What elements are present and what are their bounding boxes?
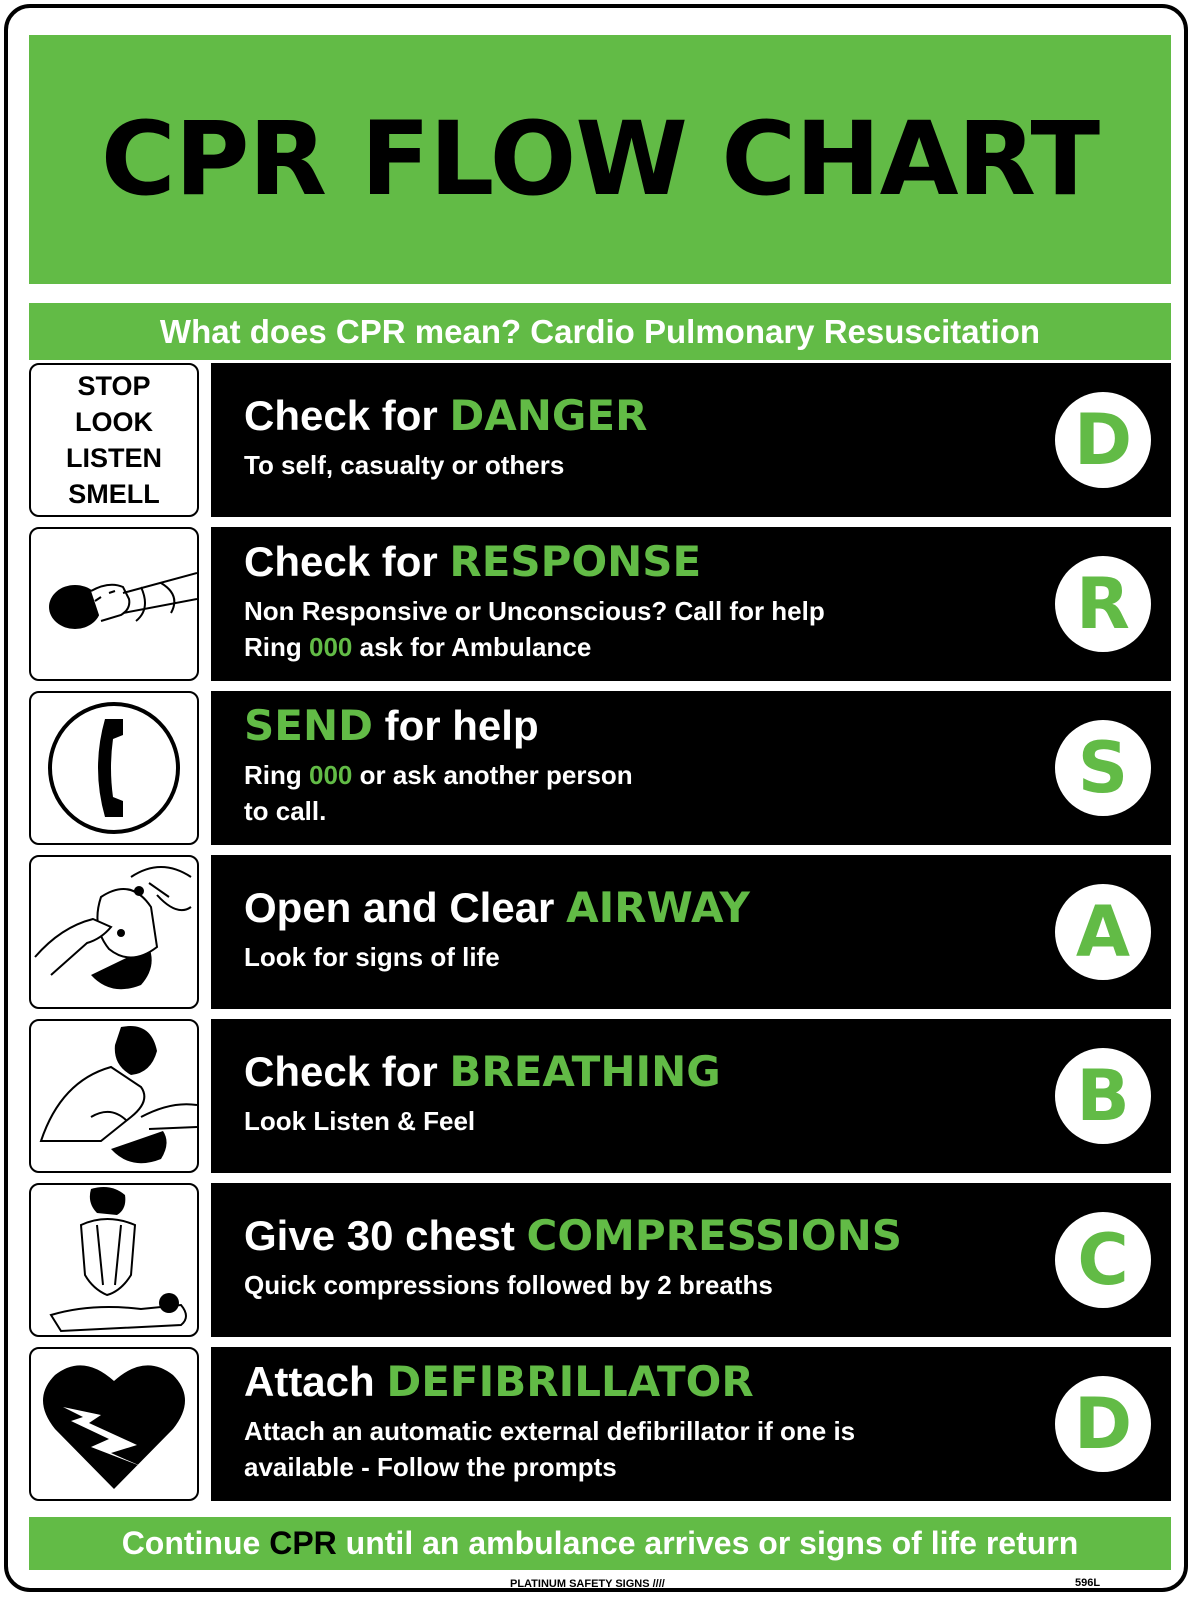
ambulance-label: ask for Ambulance: [352, 632, 592, 663]
step-description: To self, casualty or others: [244, 450, 565, 481]
heading-keyword: BREATHING: [449, 1047, 721, 1096]
step-heading: [244, 1049, 981, 1095]
telephone-icon-art: [31, 693, 197, 843]
title-banner: [29, 35, 1171, 284]
step-description: Look Listen & Feel: [244, 1106, 476, 1137]
letter-badge-d-defib: D: [1055, 1376, 1151, 1472]
step-heading: [244, 703, 981, 749]
brand-logo: PLATINUM SAFETY SIGNS ////: [510, 1578, 665, 1590]
letter-badge-s: S: [1055, 720, 1151, 816]
heading-keyword: DEFIBRILLATOR: [386, 1357, 754, 1406]
step-danger: [211, 363, 1171, 517]
smell-label: SMELL: [68, 479, 160, 509]
defibrillator-heart-icon-art: [31, 1349, 197, 1499]
heading-prefix: Open and Clear: [244, 884, 567, 931]
telephone-icon: [29, 691, 199, 845]
letter-badge-a: A: [1055, 884, 1151, 980]
step-breathing: [211, 1019, 1171, 1173]
step-heading: [244, 1359, 981, 1405]
emergency-number: 000: [309, 760, 353, 791]
letter-badge-r: R: [1055, 556, 1151, 652]
heading-keyword: SEND: [244, 701, 373, 750]
step-defibrillator: [211, 1347, 1171, 1501]
footer-cpr: CPR: [269, 1525, 337, 1561]
defibrillator-heart-icon: [29, 1347, 199, 1501]
step-airway: [211, 855, 1171, 1009]
footer-banner: [29, 1517, 1171, 1570]
stop-label: STOP: [77, 371, 151, 401]
step-description: [244, 757, 981, 829]
ring-label: Ring: [244, 632, 309, 663]
letter-badge-c: C: [1055, 1212, 1151, 1308]
description-line: [244, 629, 981, 665]
ask-person-label: or ask another person: [352, 760, 633, 791]
heading-suffix: for help: [372, 702, 539, 749]
look-label: LOOK: [74, 407, 153, 437]
casualty-lying-icon-art: [31, 529, 197, 679]
heading-prefix: Attach: [244, 1358, 387, 1405]
step-description: Quick compressions followed by 2 breaths: [244, 1270, 773, 1301]
product-code: 596L: [1075, 1577, 1101, 1589]
step-response: [211, 527, 1171, 681]
rescue-breath-icon: [29, 1019, 199, 1173]
ring-label: Ring: [244, 760, 309, 791]
step-send: [211, 691, 1171, 845]
emergency-number: 000: [309, 632, 353, 663]
step-heading: [244, 393, 981, 439]
casualty-lying-icon: [29, 527, 199, 681]
heading-keyword: COMPRESSIONS: [526, 1211, 902, 1260]
chest-compression-icon-art: [31, 1185, 197, 1335]
description-line: available - Follow the prompts: [244, 1452, 617, 1483]
heading-prefix: Check for: [244, 392, 450, 439]
step-compressions: [211, 1183, 1171, 1337]
heading-prefix: Check for: [244, 1048, 450, 1095]
page-title: CPR FLOW CHART: [100, 100, 1100, 219]
head-tilt-icon-art: [31, 857, 197, 1007]
head-tilt-icon: [29, 855, 199, 1009]
step-heading: [244, 1213, 981, 1259]
step-heading: [244, 885, 981, 931]
heading-keyword: RESPONSE: [449, 537, 702, 586]
step-description: Look for signs of life: [244, 942, 500, 973]
chest-compression-icon: [29, 1183, 199, 1337]
footer-suffix: until an ambulance arrives or signs of life return: [345, 1525, 1079, 1561]
step-description: [244, 593, 981, 665]
letter-badge-d: D: [1055, 392, 1151, 488]
footer-prefix: Continue: [121, 1525, 261, 1561]
heading-prefix: Check for: [244, 538, 450, 585]
heading-keyword: DANGER: [449, 391, 648, 440]
stop-look-listen-smell-list: [66, 368, 162, 512]
letter-badge-b: B: [1055, 1048, 1151, 1144]
description-line: [244, 757, 981, 793]
stop-look-listen-smell-box: [29, 363, 199, 517]
step-heading: [244, 539, 981, 585]
cpr-meaning-banner: What does CPR mean? Cardio Pulmonary Resuscitation: [29, 303, 1171, 360]
description-line: to call.: [244, 796, 327, 827]
heading-keyword: AIRWAY: [566, 883, 750, 932]
step-description: [244, 1413, 981, 1485]
description-line: Attach an automatic external defibrillator if one is: [244, 1416, 856, 1447]
heading-prefix: Give 30 chest: [244, 1212, 527, 1259]
rescue-breath-icon-art: [31, 1021, 197, 1171]
description-line: Non Responsive or Unconscious? Call for help: [244, 596, 825, 627]
listen-label: LISTEN: [65, 443, 162, 473]
